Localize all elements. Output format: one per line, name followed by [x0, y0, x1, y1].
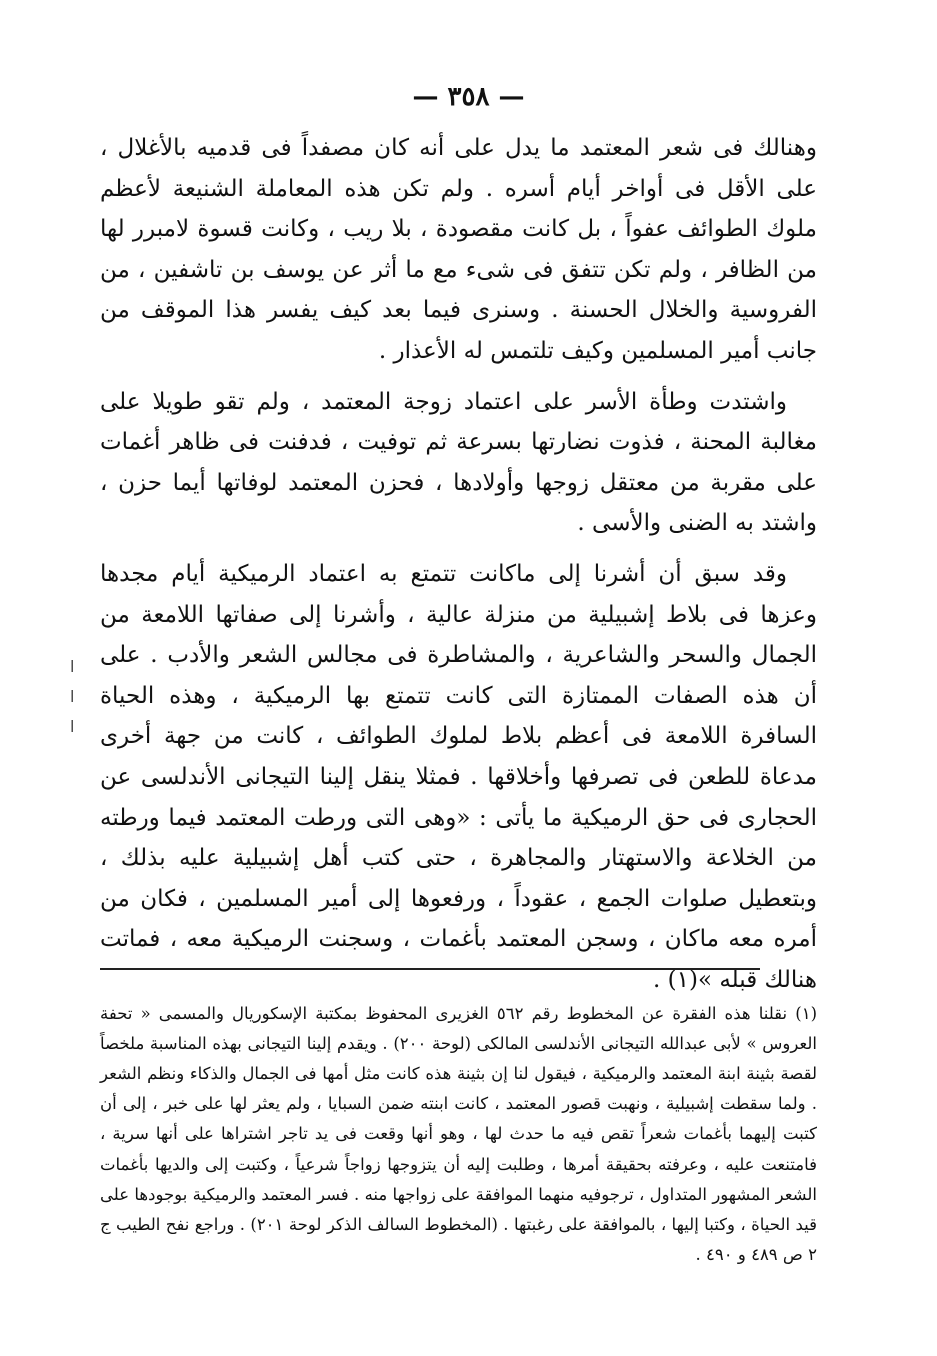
- footnote: (١) نقلنا هذه الفقرة عن المخطوط رقم ٥٦٢ الغزيرى المحفوظ بمكتبة الإسكوريال والمسمى « تحفة العروس » لأبى عبدالله التيجانى الأندلسى المالكى (لوحة ٢٠٠) . ويقدم إلينا التيجانى بهذه المناسبة ملخصاً لقصة بثينة ابنة المعتمد والرميكية ، فيقول لنا إن بثينة هذه كانت مثل أمها فى الجمال والذكاء ونظم الشعر . ولما سقطت إشبيلية ، ونهبت قصور المعتمد ، كانت ابنته ضمن السبايا ، ولم يعثر لها على خبر ، إلى أن كتبت إليهما بأغمات شعراً تقص فيه ما حدث لها ، وهو أنها وقعت فى يد تاجر اشتراها على أنها سرية ، فامتنعت عليه ، وعرفته بحقيقة أمرها ، وطلبت إليه أن يتزوجها زواجاً شرعياً ، وكتبت إلى والديها بأغمات الشعر المشهور المتداول ، ترجوفيه منهما الموافقة على زواجها منه . فسر المعتمد والرميكية بوجودها على قيد الحياة ، وكتبا إليها ، بالموافقة على رغبتها . (المخطوط السالف الذكر لوحة ٢٠١) . وراجع نفح الطيب ج ٢ ص ٤٨٩ و ٤٩٠ .: [100, 1003, 817, 1265]
- paragraph-2: واشتدت وطأة الأسر على اعتماد زوجة المعتمد ، ولم تقو طويلا على مغالبة المحنة ، فذوت نضارتها بسرعة ثم توفيت ، فدفنت فى ظاهر أغمات على مقربة من معتقل زوجها وأولادها ، فحزن المعتمد لوفاتها أيما حزن ، واشتد به الضنى والأسى .: [100, 388, 817, 537]
- paragraph-1: وهنالك فى شعر المعتمد ما يدل على أنه كان مصفداً فى قدميه بالأغلال ، على الأقل فى أواخر أيام أسره . ولم تكن هذه المعاملة الشنيعة لأعظم ملوك الطوائف عفواً ، بل كانت مقصودة ، بلا ريب ، وكانت قسوة لامبرر لها من الظافر ، ولم تكن تتفق فى شىء مع ما أثر عن يوسف بن تاشفين ، من الفروسية والخلال الحسنة . وسنرى فيما بعد كيف يفسر هذا الموقف من جانب أمير المسلمين وكيف تلتمس له الأعذار .: [100, 135, 817, 364]
- margin-marks: ا ا ا: [70, 657, 75, 736]
- paragraph-3: وقد سبق أن أشرنا إلى ماكانت تتمتع به اعتماد الرميكية أيام مجدها وعزها فى بلاط إشبيلية من منزلة عالية ، وأشرنا إلى صفاتها اللامعة من الجمال والسحر والشاعرية ، والمشاطرة فى مجالس الشعر والأدب . على أن هذه الصفات الممتازة التى كانت تتمتع بها الرميكية ، وهذه الحياة السافرة اللامعة فى أعظم بلاط لملوك الطوائف ، كانت من جهة أخرى مدعاة للطعن فى تصرفها وأخلاقها . فمثلا ينقل إلينا التيجانى الأندلسى عن الحجارى فى حق الرميكية ما يأتى : «وهى التى ورطت المعتمد فيما ورطته من الخلاعة والاستهتار والمجاهرة ، حتى كتب أهل إشبيلية عليه بذلك ، وبتعطيل صلوات الجمع ، عقوداً ، ورفعوها إلى أمير المسلمين ، فكان من أمره معه ماكان ، وسجن المعتمد بأغمات ، وسجنت الرميكية معه ، فماتت هنالك قبله »(١) .: [100, 560, 817, 993]
- page-number: — ٣٥٨ —: [412, 82, 525, 112]
- main-text: [100, 128, 817, 1010]
- footnote-separator: [100, 968, 760, 970]
